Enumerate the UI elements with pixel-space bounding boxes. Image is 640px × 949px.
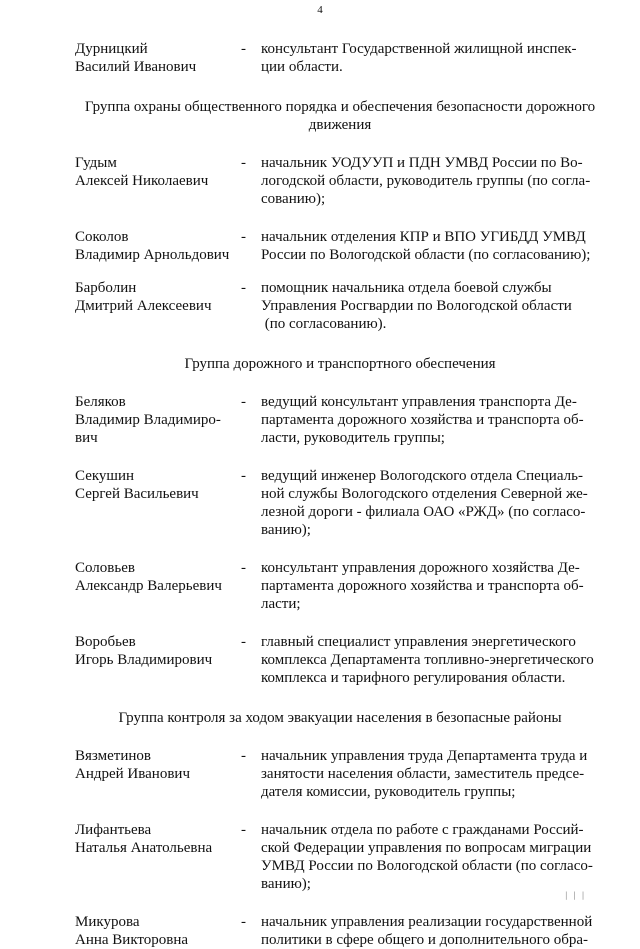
group-title-line: Группа охраны общественного порядка и обеспечения безопасности дорожного [84,99,596,115]
role-line: ласти; [261,596,301,612]
name-line: Владимир Арнольдович [75,247,230,263]
person-name [75,747,241,801]
role-line: занятости населения области, заместитель предсе- [261,766,585,782]
role-line: УМВД России по Вологодской области (по согласо- [261,858,593,874]
name-line: Гудым [75,155,117,171]
role-line: ванию); [261,876,311,892]
dash-separator: - [241,468,246,484]
name-line: Наталья Анатольевна [75,840,213,856]
person-name [75,154,241,208]
person-role [261,393,605,447]
role-line: начальник отдела по работе с гражданами Россий- [261,822,584,838]
group-title-line: Группа дорожного и транспортного обеспечения [184,356,496,372]
person-entry [75,279,605,333]
name-line: Алексей Николаевич [75,173,209,189]
person-entry [75,559,605,613]
role-line: комплекса Департамента топливно-энергетического [261,652,594,668]
name-line: Беляков [75,394,126,410]
person-name [75,40,241,76]
name-line: Сергей Васильевич [75,486,199,502]
role-line: партамента дорожного хозяйства и транспорта об- [261,412,584,428]
person-role [261,821,605,893]
person-role [261,633,605,687]
person-role [261,154,605,208]
role-line: сованию); [261,191,326,207]
person-name [75,279,241,333]
role-line: дателя комиссии, руководитель группы; [261,784,516,800]
person-name [75,393,241,447]
person-role [261,228,605,264]
person-role [261,40,605,76]
group-title [75,98,605,134]
person-entry [75,40,605,76]
person-name [75,559,241,613]
dash-separator: - [241,748,246,764]
person-entry [75,228,605,264]
person-entry [75,913,605,949]
group-title-line: Группа контроля за ходом эвакуации населения в безопасные районы [118,710,562,726]
role-line: логодской области, руководитель группы (по согла- [261,173,591,189]
person-name [75,633,241,687]
role-line: лезной дороги - филиала ОАО «РЖД» (по согласо- [261,504,586,520]
scan-artifact: ▏▏▏ [566,892,592,900]
name-line: Василий Иванович [75,59,197,75]
role-line: Управления Росгвардии по Вологодской области [261,298,572,314]
dash-separator: - [241,155,246,171]
dash-separator: - [241,914,246,930]
role-line: ции области. [261,59,343,75]
person-role [261,279,605,333]
person-role [261,559,605,613]
role-line: ведущий инженер Вологодского отдела Специаль- [261,468,583,484]
person-entry [75,821,605,893]
name-line: Анна Викторовна [75,932,189,948]
person-name [75,913,241,949]
name-line: Соколов [75,229,129,245]
name-line: Секушин [75,468,135,484]
name-line: вич [75,430,98,446]
name-line: Андрей Иванович [75,766,190,782]
role-line: комплекса и тарифного регулирования области. [261,670,566,686]
dash-separator: - [241,280,246,296]
dash-separator: - [241,634,246,650]
name-line: Игорь Владимирович [75,652,213,668]
role-line: ской Федерации управления по вопросам миграции [261,840,592,856]
role-line: ласти, руководитель группы; [261,430,445,446]
name-line: Барболин [75,280,137,296]
name-line: Вязметинов [75,748,151,764]
person-entry [75,747,605,801]
role-line: начальник управления реализации государственной [261,914,593,930]
page-number: 4 [317,4,323,16]
group-title [75,355,605,373]
name-line: Микурова [75,914,140,930]
role-line: ведущий консультант управления транспорта Де- [261,394,577,410]
name-line: Воробьев [75,634,136,650]
dash-separator: - [241,41,246,57]
person-entry [75,467,605,539]
document-body [75,40,605,949]
person-entry [75,393,605,447]
person-name [75,228,241,264]
role-line: партамента дорожного хозяйства и транспорта об- [261,578,584,594]
role-line: ной службы Вологодского отделения Северной же- [261,486,588,502]
name-line: Дурницкий [75,41,148,57]
name-line: Соловьев [75,560,135,576]
dash-separator: - [241,229,246,245]
group-title-line: движения [308,117,372,133]
person-name [75,821,241,893]
name-line: Лифантьева [75,822,152,838]
role-line: главный специалист управления энергетического [261,634,576,650]
person-entry [75,154,605,208]
role-line: ванию); [261,522,311,538]
name-line: Александр Валерьевич [75,578,222,594]
role-line: (по согласованию). [261,316,387,332]
role-line: консультант управления дорожного хозяйства Де- [261,560,580,576]
person-role [261,467,605,539]
role-line: начальник отделения КПР и ВПО УГИБДД УМВД [261,229,586,245]
role-line: помощник начальника отдела боевой службы [261,280,552,296]
person-entry [75,633,605,687]
dash-separator: - [241,394,246,410]
role-line: начальник УОДУУП и ПДН УМВД России по Во- [261,155,583,171]
role-line: политики в сфере общего и дополнительного обра- [261,932,588,948]
dash-separator: - [241,822,246,838]
name-line: Владимир Владимиро- [75,412,221,428]
role-line: консультант Государственной жилищной инспек- [261,41,577,57]
person-role [261,913,605,949]
dash-separator: - [241,560,246,576]
role-line: начальник управления труда Департамента труда и [261,748,588,764]
role-line: России по Вологодской области (по согласованию); [261,247,591,263]
name-line: Дмитрий Алексеевич [75,298,212,314]
group-title [75,709,605,727]
person-name [75,467,241,539]
person-role [261,747,605,801]
